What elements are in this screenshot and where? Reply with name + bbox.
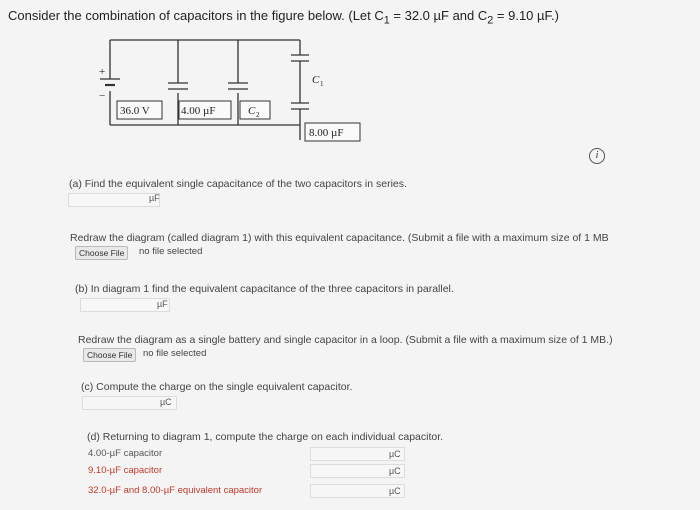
- part-d-prompt: (d) Returning to diagram 1, compute the charge on each individual capacitor.: [87, 431, 444, 443]
- part-a-prompt: (a) Find the equivalent single capacitance of the two capacitors in series.: [69, 178, 407, 190]
- redraw2-prompt: Redraw the diagram as a single battery and single capacitor in a loop. (Submit a file with a maximum size of 1 MB.): [78, 334, 613, 346]
- part-d-row3-unit: µC: [389, 486, 401, 496]
- part-c-prompt: (c) Compute the charge on the single equivalent capacitor.: [81, 381, 353, 393]
- battery-plus-sign: +: [99, 66, 106, 78]
- part-b-unit: µF: [157, 299, 168, 309]
- part-d-row-label: 4.00-µF capacitor: [88, 448, 163, 459]
- battery-voltage-label: 36.0 V: [120, 105, 150, 117]
- redraw1-file-status: no file selected: [139, 246, 203, 257]
- redraw2-file-status: no file selected: [143, 348, 207, 359]
- part-c-unit: µC: [160, 397, 172, 407]
- question-text: [8, 8, 559, 27]
- c1-value: = 32.0 µF and C: [389, 8, 488, 23]
- redraw1-choose-file-button[interactable]: Choose File: [75, 246, 128, 260]
- redraw2-choose-file-button[interactable]: Choose File: [83, 348, 136, 362]
- part-a-answer-input[interactable]: [68, 193, 160, 207]
- redraw1-prompt: Redraw the diagram (called diagram 1) with this equivalent capacitance. (Submit a file with a maximum size of 1 MB: [70, 232, 609, 244]
- info-icon[interactable]: i: [589, 148, 605, 164]
- cap-4uf-label: 4.00 µF: [181, 105, 216, 117]
- part-d-row1-unit: µC: [389, 449, 401, 459]
- cap-c1-label: C: [312, 74, 320, 86]
- cap-8uf-label: 8.00 µF: [309, 127, 344, 139]
- cap-c1-subscript: 1: [320, 80, 324, 88]
- part-d-row-label: 32.0-µF and 8.00-µF equivalent capacitor: [88, 485, 263, 496]
- c2-subscript: 2: [487, 14, 494, 27]
- part-a-unit: µF: [149, 193, 160, 203]
- circuit-diagram: [95, 35, 375, 150]
- question-prefix: Consider the combination of capacitors in the figure below. (Let C: [8, 8, 384, 23]
- part-d-row-label: 9.10-µF capacitor: [88, 465, 163, 476]
- cap-c2-label: C: [248, 105, 256, 117]
- battery-minus-sign: −: [99, 90, 106, 102]
- c2-value: = 9.10 µF.): [493, 8, 559, 23]
- cap-c2-subscript: 2: [256, 111, 260, 119]
- part-d-row2-unit: µC: [389, 466, 401, 476]
- part-b-prompt: (b) In diagram 1 find the equivalent capacitance of the three capacitors in parallel.: [75, 283, 454, 295]
- c1-subscript: 1: [383, 14, 390, 27]
